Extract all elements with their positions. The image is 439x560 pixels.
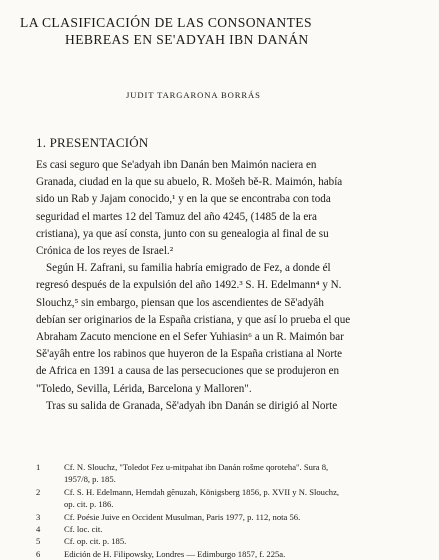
body-line: regresó después de la expulsión del año 1492.³ S. H. Edelmann⁴ y N. xyxy=(36,279,342,292)
footnote-text: Cf. Poésie Juive en Occident Musulman, Paris 1977, p. 112, nota 56. xyxy=(64,511,301,522)
body-line: cristiana), ya que así consta, junto con su genealogia al final de su xyxy=(36,227,329,240)
footnote xyxy=(36,486,416,511)
footnote xyxy=(36,535,416,547)
body-line: Slouchz,⁵ sin embargo, piensan que los ascendientes de Sĕ'adyâh xyxy=(36,296,324,309)
body-line: Sĕ'ayâh entre los rabinos que huyeron de la España cristiana al Norte xyxy=(36,348,343,361)
section-heading: 1. PRESENTACIÓN xyxy=(36,135,149,150)
footnote-text: 1957/8, p. 185. xyxy=(64,474,116,485)
body-line: Crónica de los reyes de Israel.² xyxy=(36,245,174,258)
footnote xyxy=(36,548,416,560)
footnote-number: 4 xyxy=(36,524,41,535)
paper-title xyxy=(20,14,420,48)
footnote-text: op. cit. p. 186. xyxy=(64,499,114,510)
footnote-text: Cf. S. H. Edelmann, Hemdah gĕnuzah, Königsberg 1856, p. XVII y N. Slouchz, xyxy=(64,486,340,497)
title-line-2: HEBREAS EN SE'ADYAH IBN DANÁN xyxy=(65,32,309,47)
footnote-text: Edición de H. Filipowsky, Londres — Edimburgo 1857, f. 225a. xyxy=(64,548,286,559)
footnote-number: 3 xyxy=(36,511,41,522)
footnote-text: Cf. op. cit. p. 185. xyxy=(64,536,127,547)
body-line: Es casi seguro que Se'adyah ibn Danán ben Maimón naciera en xyxy=(36,159,317,171)
body-line: Tras su salida de Granada, Sĕ'adyah ibn Danán se dirigió al Norte xyxy=(46,399,338,412)
footnote-number: 2 xyxy=(36,486,41,497)
title-line-1: LA CLASIFICACIÓN DE LAS CONSONANTES xyxy=(20,15,312,30)
author-name: JUDIT TARGARONA BORRÁS xyxy=(126,90,261,100)
footnote xyxy=(36,511,416,523)
body-line: Granada, ciudad en la que su abuelo, R. Mošeh bě-R. Maimón, había xyxy=(36,176,343,189)
footnote-text: Cf. N. Slouchz, "Toledot Fez u-mitpahat ibn Danán rošme qoroteha". Sura 8, xyxy=(64,462,329,472)
body-line: Según H. Zafrani, su familia habría emigrado de Fez, a donde él xyxy=(46,262,331,275)
body-line: de Africa en 1391 a causa de las persecuciones que se produjeron en xyxy=(36,365,340,378)
body-line: seguridad el martes 12 del Tamuz del año 4245, (1485 de la era xyxy=(36,210,317,223)
footnote-number: 1 xyxy=(36,462,41,472)
body-line: debían ser originarios de la España cristiana, y que así lo prueba el que xyxy=(36,313,351,326)
footnote-text: Cf. loc. cit. xyxy=(64,524,103,535)
body-line: Abraham Zacuto mencione en el Sefer Yuhiasin⁶ a un R. Maimón bar xyxy=(36,331,344,344)
footnote xyxy=(36,461,416,486)
footnotes xyxy=(36,461,416,560)
footnote-number: 5 xyxy=(36,536,41,547)
footnote xyxy=(36,523,416,535)
body-line: sido un Rab y Jajam conocido,¹ y en la que se encontraba con toda xyxy=(36,193,331,206)
footnote-number: 6 xyxy=(36,548,41,559)
body-text xyxy=(36,157,414,415)
body-line: "Toledo, Sevilla, Lérida, Barcelona y Malloren". xyxy=(36,382,252,395)
